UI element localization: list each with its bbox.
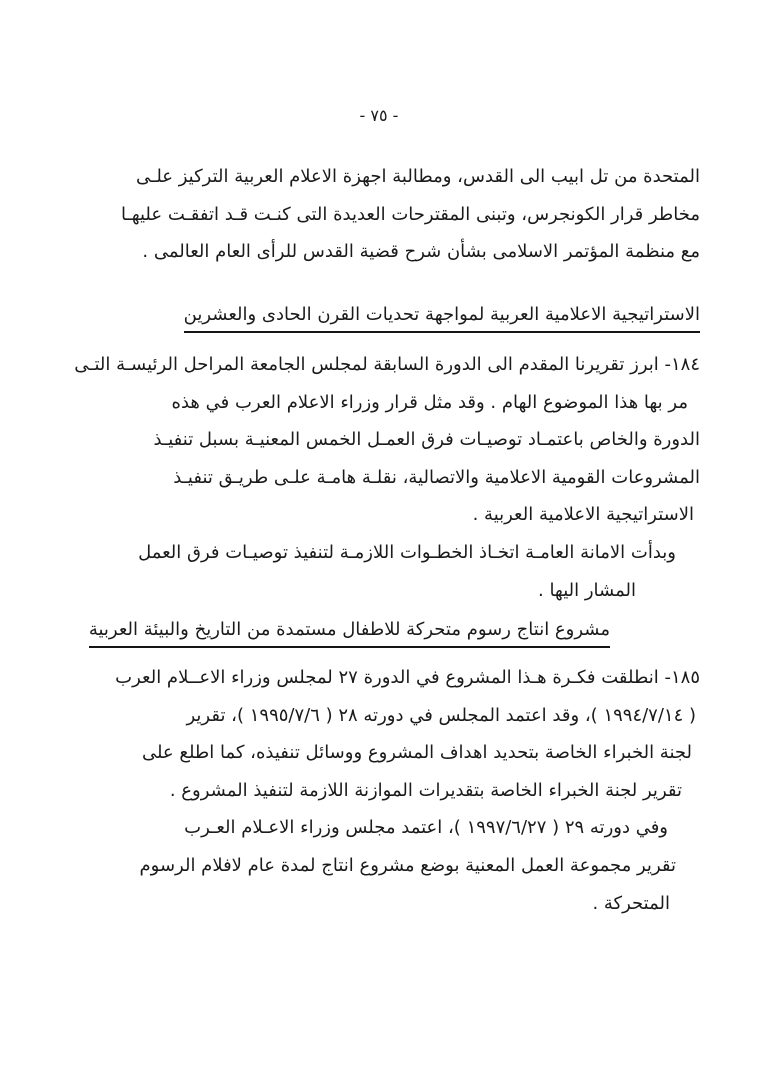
text-line: الدورة والخاص باعتمـاد توصيـات فرق العمـل الخمس المعنيـة بسبل تنفيـذ xyxy=(153,429,700,451)
text-line: مر بها هذا الموضوع الهام . وقد مثل قرار وزراء الاعلام العرب في هذه xyxy=(171,391,688,413)
paragraph-185 xyxy=(40,659,700,922)
text-line: مع منظمة المؤتمر الاسلامى بشأن شرح قضية القدس للرأى العام العالمى . xyxy=(142,241,700,263)
text-line: مخاطر قرار الكونجرس، وتبنى المقترحات العديدة التى كنـت قـد اتفقـت عليهـا xyxy=(120,203,700,225)
paragraph-intro xyxy=(40,158,700,271)
text-line: ( ١٩٩٤/٧/١٤ )، وقد اعتمد المجلس في دورته ٢٨ ( ١٩٩٥/٧/٦ )، تقرير xyxy=(186,704,696,726)
section-heading-text: مشروع انتاج رسوم متحركة للاطفال مستمدة من التاريخ والبيئة العربية xyxy=(89,619,610,648)
page-number: - ٧٥ - xyxy=(359,106,399,125)
text-line: وفي دورته ٢٩ ( ١٩٩٧/٦/٢٧ )، اعتمد مجلس وزراء الاعـلام العـرب xyxy=(184,817,668,839)
section-heading-text: الاستراتيجية الاعلامية العربية لمواجهة تحديات القرن الحادى والعشرين xyxy=(184,304,700,333)
text-line: ١٨٤- ابرز تقريرنا المقدم الى الدورة السابقة لمجلس الجامعة المراحل الرئيسـة التـى xyxy=(74,354,700,375)
text-line: المشروعات القومية الاعلامية والاتصالية، نقلـة هامـة علـى طريـق تنفيـذ xyxy=(173,466,700,488)
text-line: لجنة الخبراء الخاصة بتحديد اهداف المشروع ووسائل تنفيذه، كما اطلع على xyxy=(141,742,692,764)
section-heading-cartoon-project xyxy=(89,619,610,648)
text-line: وبدأت الامانة العامـة اتخـاذ الخطـوات اللازمـة لتنفيذ توصيـات فرق العمل xyxy=(138,541,676,563)
text-line: تقرير لجنة الخبراء الخاصة بتقديرات الموازنة اللازمة لتنفيذ المشروع . xyxy=(169,779,682,801)
text-line: تقرير مجموعة العمل المعنية بوضع مشروع انتاج لمدة عام لافلام الرسوم xyxy=(139,854,676,876)
text-line: الاستراتيجية الاعلامية العربية . xyxy=(472,504,694,526)
text-line: المشار اليها . xyxy=(538,579,636,601)
text-line: المتحركة . xyxy=(592,892,670,914)
paragraph-184 xyxy=(40,346,700,609)
text-line: ١٨٥- انطلقت فكـرة هـذا المشروع في الدورة ٢٧ لمجلس وزراء الاعــلام العرب xyxy=(115,667,700,688)
section-heading-media-strategy xyxy=(184,304,700,333)
text-line: المتحدة من تل ابيب الى القدس، ومطالبة اجهزة الاعلام العربية التركيز علـى xyxy=(136,166,700,187)
